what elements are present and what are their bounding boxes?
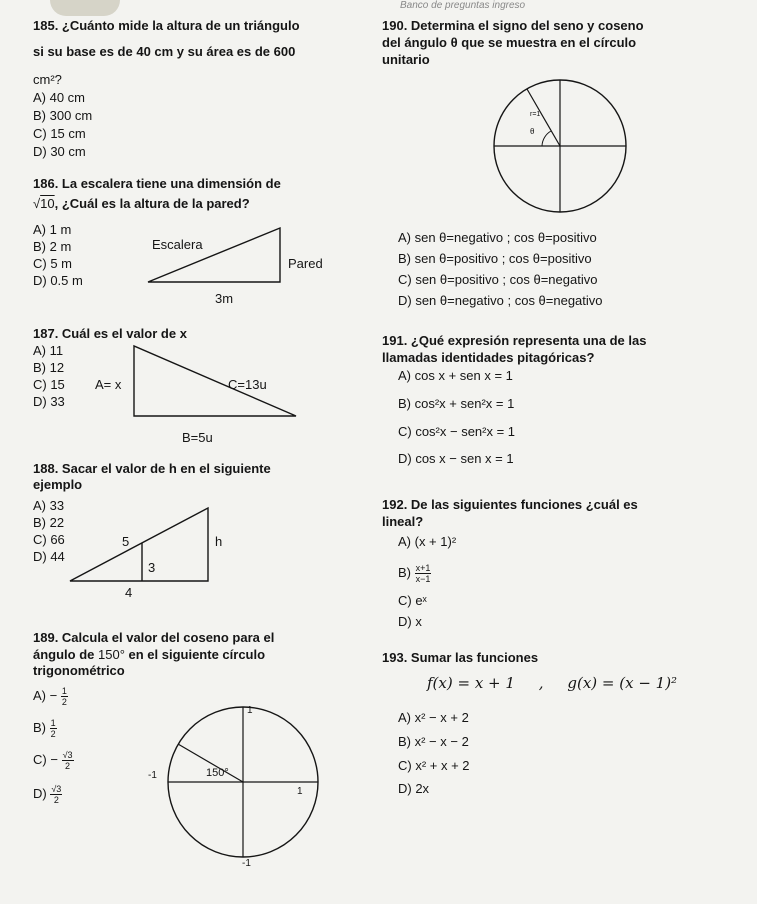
- q185-title-line2: si su base es de 40 cm y su área es de 600: [33, 44, 296, 59]
- q185-title-line3: cm²?: [33, 72, 62, 87]
- q187-title: 187. Cuál es el valor de x: [33, 326, 187, 341]
- q187-triangle-figure: [120, 340, 320, 430]
- q187-label-b: B=5u: [182, 430, 213, 445]
- q189-option-a-prefix: A): [33, 687, 46, 703]
- q190-title-line3: unitario: [382, 52, 430, 67]
- q188-triangle-figure: [60, 500, 223, 590]
- q187-label-a: A= x: [95, 377, 122, 392]
- q193-option-d[interactable]: D) 2x: [398, 781, 430, 796]
- q189-option-a-den: 2: [61, 697, 67, 707]
- q185-option-c[interactable]: C) 15 cm: [33, 126, 86, 141]
- sqrt-symbol: √: [33, 196, 41, 211]
- q189-option-a-num: 1: [61, 686, 67, 696]
- q189-option-c-num: √3: [62, 750, 73, 760]
- q188-label-3: 3: [148, 560, 156, 575]
- q186-title-rest: , ¿Cuál es la altura de la pared?: [54, 196, 250, 211]
- q189-option-d-prefix: D): [33, 785, 47, 801]
- q186-label-base: 3m: [215, 291, 234, 306]
- q187-option-a[interactable]: A) 11: [33, 343, 64, 358]
- q188-label-5: 5: [122, 534, 130, 549]
- q188-big-triangle: [70, 508, 208, 581]
- q189-option-b-frac: [50, 718, 57, 739]
- q191-option-c[interactable]: C) cos²x − sen²x = 1: [398, 424, 516, 439]
- q189-option-d-frac: [50, 784, 62, 805]
- q189-title-pre: ángulo de: [33, 647, 98, 662]
- q192-title-line2: lineal?: [382, 514, 424, 529]
- q186-option-d[interactable]: D) 0.5 m: [33, 273, 83, 288]
- q191-title-line1: 191. ¿Qué expresión representa una de las: [382, 333, 647, 348]
- q190-label-theta: θ: [530, 127, 535, 136]
- q192-option-c[interactable]: C) eˣ: [398, 593, 427, 608]
- q190-option-a[interactable]: A) sen θ=negativo ; cos θ=positivo: [398, 230, 597, 245]
- q192-option-b-num: x+1: [415, 563, 431, 573]
- q190-title-line2: del ángulo θ que se muestra en el círculo: [382, 35, 637, 50]
- q188-label-4: 4: [125, 585, 133, 600]
- q189-option-d[interactable]: [33, 784, 62, 805]
- q191-option-d[interactable]: D) cos x − sen x = 1: [398, 451, 514, 466]
- q193-option-c[interactable]: C) x² + x + 2: [398, 758, 470, 773]
- q186-label-pared: Pared: [288, 256, 323, 271]
- q186-title-line2: [33, 196, 250, 211]
- q189-option-c-sign: −: [50, 751, 58, 767]
- q192-title-line1: 192. De las siguientes funciones ¿cuál es: [382, 497, 638, 512]
- q189-unit-circle-figure: [140, 700, 340, 870]
- q189-title-line1: 189. Calcula el valor del coseno para el: [33, 630, 275, 645]
- q189-title-line3: trigonométrico: [33, 663, 125, 678]
- q190-option-d[interactable]: D) sen θ=negativo ; cos θ=negativo: [398, 293, 603, 308]
- q186-option-c[interactable]: C) 5 m: [33, 256, 72, 271]
- q188-title-line1: 188. Sacar el valor de h en el siguiente: [33, 461, 271, 476]
- q190-title-line1: 190. Determina el signo del seno y coseno: [382, 18, 644, 33]
- q187-option-b[interactable]: B) 12: [33, 360, 65, 375]
- q186-sqrt-value: 10: [40, 196, 55, 211]
- q185-option-b[interactable]: B) 300 cm: [33, 108, 93, 123]
- q189-label-right: 1: [297, 786, 303, 797]
- q190-unit-circle-figure: [490, 70, 640, 230]
- q193-option-b[interactable]: B) x² − x − 2: [398, 734, 469, 749]
- q185-option-d[interactable]: D) 30 cm: [33, 144, 86, 159]
- q186-title-line1: 186. La escalera tiene una dimensión de: [33, 176, 281, 191]
- q189-option-c-frac: [62, 750, 74, 771]
- q189-option-b-prefix: B): [33, 719, 46, 735]
- q192-option-b-prefix: B): [398, 564, 411, 580]
- q189-title-line2: [33, 647, 265, 662]
- q189-option-b-den: 2: [50, 729, 56, 739]
- q188-option-c[interactable]: C) 66: [33, 532, 65, 547]
- q190-option-b[interactable]: B) sen θ=positivo ; cos θ=positivo: [398, 251, 592, 266]
- q192-option-b-frac: [415, 563, 432, 584]
- q189-option-a[interactable]: [33, 686, 68, 707]
- q187-option-d[interactable]: D) 33: [33, 394, 65, 409]
- q189-label-bottom: -1: [242, 858, 251, 869]
- q187-label-c: C=13u: [228, 377, 267, 392]
- q188-option-b[interactable]: B) 22: [33, 515, 65, 530]
- q193-option-a[interactable]: A) x² − x + 2: [398, 710, 469, 725]
- q189-label-left: -1: [148, 770, 157, 781]
- q188-option-d[interactable]: D) 44: [33, 549, 65, 564]
- q188-title-line2: ejemplo: [33, 477, 83, 492]
- q190-label-r: r=1: [530, 111, 541, 118]
- q189-option-a-frac: [61, 686, 68, 707]
- q187-triangle: [134, 346, 296, 416]
- q185-option-a[interactable]: A) 40 cm: [33, 90, 86, 105]
- q189-label-top: 1: [247, 705, 253, 716]
- q190-option-c[interactable]: C) sen θ=positivo ; cos θ=negativo: [398, 272, 598, 287]
- q189-option-a-sign: −: [49, 687, 58, 703]
- q193-title: 193. Sumar las funciones: [382, 650, 539, 665]
- q189-option-d-num: √3: [51, 784, 62, 794]
- header-text: Banco de preguntas ingreso: [400, 0, 526, 11]
- q189-option-c-den: 2: [65, 761, 71, 771]
- q191-title-line2: llamadas identidades pitagóricas?: [382, 350, 595, 365]
- q188-option-a[interactable]: A) 33: [33, 498, 65, 513]
- header-decoration: [50, 0, 120, 16]
- q192-option-b-den: x−1: [415, 574, 431, 584]
- q188-label-h: h: [215, 534, 223, 549]
- q186-option-b[interactable]: B) 2 m: [33, 239, 72, 254]
- q189-title-post: en el siguiente círculo: [124, 647, 266, 662]
- q192-option-b[interactable]: [398, 563, 431, 584]
- q186-label-escalera: Escalera: [152, 237, 203, 252]
- q189-angle: 150°: [98, 647, 125, 662]
- q185-title-line1: 185. ¿Cuánto mide la altura de un triángulo: [33, 18, 300, 33]
- q189-option-b[interactable]: [33, 718, 57, 739]
- q189-option-c[interactable]: [33, 750, 74, 771]
- q189-label-angle: 150°: [206, 767, 229, 779]
- q186-option-a[interactable]: A) 1 m: [33, 222, 72, 237]
- q191-option-a[interactable]: A) cos x + sen x = 1: [398, 368, 513, 383]
- q189-option-d-den: 2: [53, 795, 59, 805]
- q189-option-c-prefix: C): [33, 751, 47, 767]
- q191-option-b[interactable]: B) cos²x + sen²x = 1: [398, 396, 515, 411]
- q190-angle-arc: [542, 131, 551, 146]
- q189-option-b-num: 1: [50, 718, 56, 728]
- q192-option-a[interactable]: A) (x + 1)²: [398, 534, 457, 549]
- q193-functions: f(x) = x + 1 , g(x) = (x − 1)²: [427, 674, 678, 692]
- q187-option-c[interactable]: C) 15: [33, 377, 65, 392]
- q192-option-d[interactable]: D) x: [398, 614, 422, 629]
